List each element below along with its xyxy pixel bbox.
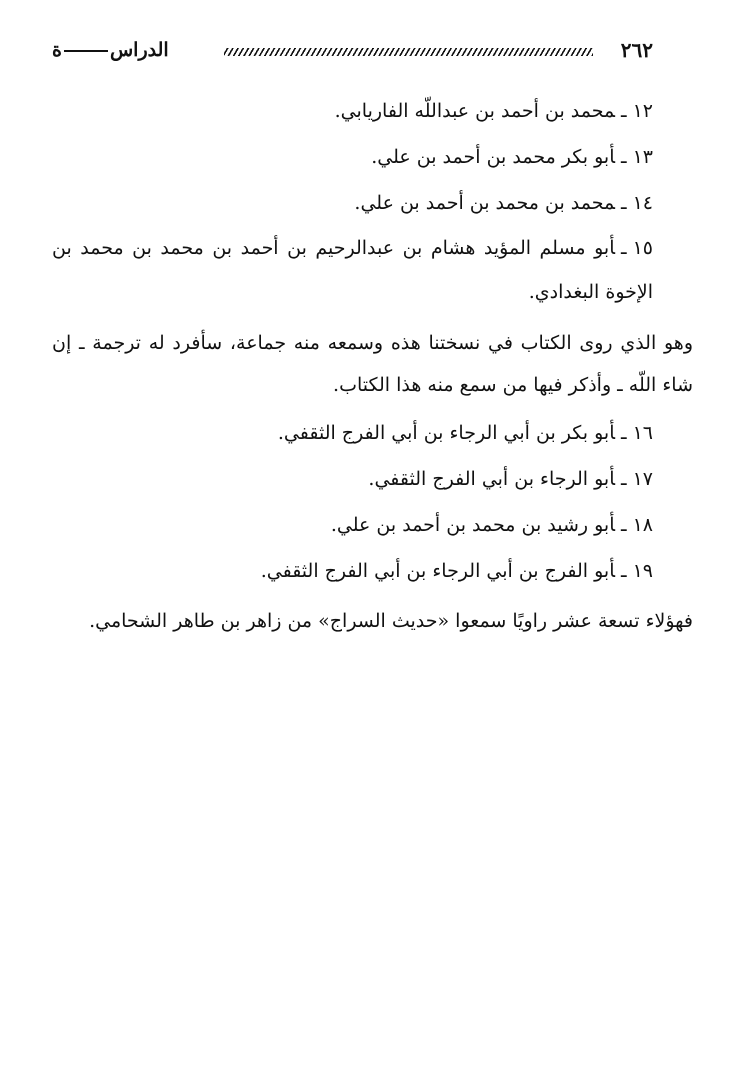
- list-item-number: ١٦: [632, 422, 653, 444]
- list-item-text: أبو بكر محمد بن أحمد بن علي.: [371, 146, 615, 168]
- list-item-text: أبو مسلم المؤيد هشام بن عبدالرحيم بن أحمد بن محمد بن محمد بن الإخوة البغدادي.: [52, 237, 653, 303]
- list-item: [52, 226, 653, 314]
- list-item-text: أبو بكر بن أبي الرجاء بن أبي الفرج الثقفي.: [277, 422, 615, 444]
- list-item: [52, 180, 653, 226]
- body-paragraph: وهو الذي روى الكتاب في نسختنا هذه وسمعه منه جماعة، سأفرد له ترجمة ـ إن شاء اللّه ـ وأذكر فيها من سمع منه هذا الكتاب.: [52, 332, 693, 396]
- list-item-text: محمد بن محمد بن أحمد بن علي.: [354, 192, 615, 214]
- list-item-number: ١٨: [632, 514, 653, 536]
- section-title-kashida: [64, 50, 108, 52]
- list-item-dash: ـ: [621, 146, 627, 168]
- list-item-dash: ـ: [621, 192, 627, 214]
- list-item-text: محمد بن أحمد بن عبداللّه الفاريابي.: [334, 100, 615, 122]
- list-item: [52, 548, 653, 594]
- list-item: [52, 410, 653, 456]
- section-title-end: ة: [52, 39, 62, 61]
- list-item-number: ١٩: [632, 560, 653, 582]
- list-item-dash: ـ: [621, 237, 627, 259]
- list-item-text: أبو الرجاء بن أبي الفرج الثقفي.: [368, 468, 615, 490]
- list-item-number: ١٥: [632, 237, 653, 259]
- running-section-title: [52, 36, 169, 64]
- section-title-start: الدراس: [109, 39, 169, 61]
- page-number: ٢٦٢: [620, 38, 653, 62]
- list-item-number: ١٧: [632, 468, 653, 490]
- list-item: [52, 502, 653, 548]
- list-item-dash: ـ: [621, 468, 627, 490]
- list-item-text: أبو الفرج بن أبي الرجاء بن أبي الفرج الثقفي.: [260, 560, 615, 582]
- list-item-number: ١٢: [632, 100, 653, 122]
- concluding-sentence: فهؤلاء تسعة عشر راويًا سمعوا «حديث السراج» من زاهر بن طاهر الشحامي.: [89, 610, 693, 632]
- list-item-dash: ـ: [621, 100, 627, 122]
- list-item: [52, 134, 653, 180]
- list-item-number: ١٣: [632, 146, 653, 168]
- list-item-dash: ـ: [621, 514, 627, 536]
- page-body: [52, 88, 693, 644]
- list-item: [52, 456, 653, 502]
- list-item-number: ١٤: [632, 192, 653, 214]
- list-item-text: أبو رشيد بن محمد بن أحمد بن علي.: [330, 514, 615, 536]
- header-decorative-rule: [224, 48, 593, 56]
- page-header: [52, 36, 653, 66]
- list-item-dash: ـ: [621, 560, 627, 582]
- list-item-dash: ـ: [621, 422, 627, 444]
- list-item: [52, 88, 653, 134]
